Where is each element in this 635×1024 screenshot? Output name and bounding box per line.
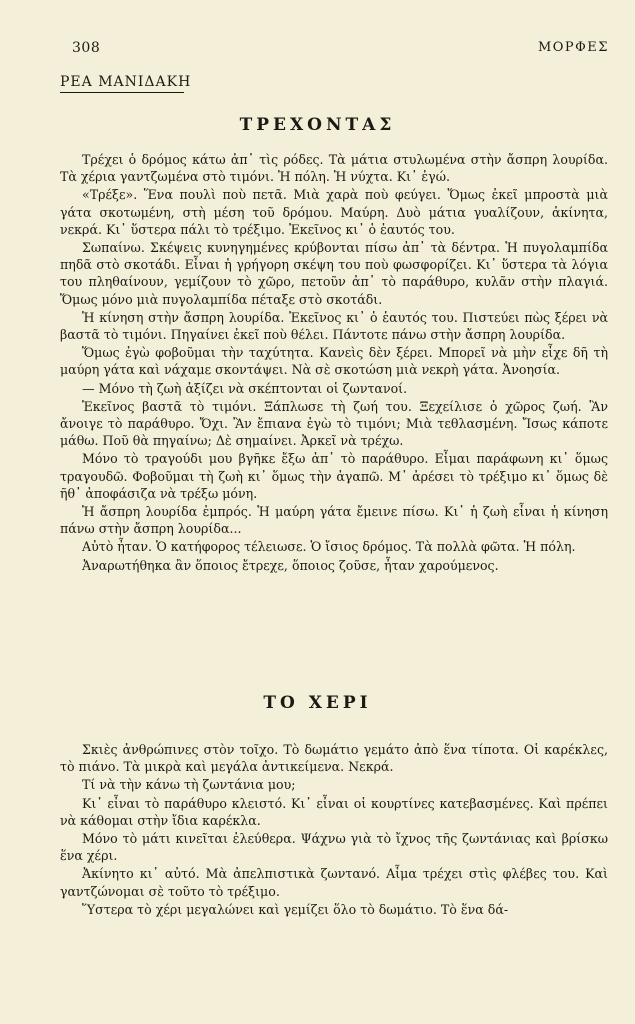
- paragraph: Ὅμως ἐγὼ φοβοῦμαι τὴν ταχύτητα. Κανεὶς δὲν ξέρει. Μπορεῖ νὰ μὴν εἶχε δῆ τὴ μαύρη γάτα καὶ νάχαμε σκοντάψει. Νὰ σὲ σκοτώση μιὰ νεκρὴ γάτα. Ἀνοησία.: [60, 345, 608, 378]
- paragraph: Τί νὰ τὴν κάνω τὴ ζωντάνια μου;: [82, 777, 296, 793]
- poem-title: ΤΟ ΧΕΡΙ: [263, 693, 372, 713]
- paragraph: Κι᾽ εἶναι τὸ παράθυρο κλειστό. Κι᾽ εἶναι οἱ κουρτίνες κατεβασμένες. Καὶ πρέπει νὰ κάθομαι στὴν ἴδια καρέκλα.: [60, 795, 608, 828]
- paragraph: Ἡ ἄσπρη λουρίδα ἐμπρός. Ἡ μαύρη γάτα ἔμεινε πίσω. Κι᾽ ἡ ζωὴ εἶναι ἡ κίνηση πάνω στὴν ἄσπρη λουρίδα...: [60, 504, 608, 537]
- poem-body: [60, 741, 608, 919]
- paragraph: Αὐτὸ ἦταν. Ὁ κατήφορος τέλειωσε. Ὁ ἴσιος δρόμος. Τὰ πολλὰ φῶτα. Ἡ πόλη.: [82, 539, 576, 555]
- page-number: 308: [72, 40, 101, 56]
- paragraph: Ἡ κίνηση στὴν ἄσπρη λουρίδα. Ἐκεῖνος κι᾽ ὁ ἑαυτός του. Πιστεύει πὼς ξέρει νὰ βαστᾶ τὸ τιμόνι. Πηγαίνει ἐκεῖ ποὺ θέλει. Πάντοτε πάνω στὴν ἄσπρη λουρίδα.: [60, 309, 608, 343]
- paragraph: Σωπαίνω. Σκέψεις κυνηγημένες κρύβονται πίσω ἀπ᾽ τὰ δέντρα. Ἡ πυγολαμπίδα πηδᾶ στὸ σκοτάδι. Εἶναι ἡ γρήγορη σκέψη του ποὺ φωσφορίζει. Κι᾽ ὕστερα τὰ λόγια του πληθαίνουν, γεμίζουν τὸ χῶρο, πετοῦν ἀπ᾽ τὸ παράθυρο, κυλᾶν στὴν πλαγιά. Ὅμως μόνο μιὰ πυγολαμπίδα πέταξε στὸ σκοτάδι.: [60, 240, 608, 307]
- paragraph: Ἐκεῖνος βαστᾶ τὸ τιμόνι. Ξάπλωσε τὴ ζωή του. Ξεχείλισε ὁ χῶρος ζωή. Ἂν ἄνοιγε τὸ παράθυρο. Ὄχι. Ἂν ἔπιανα ἐγὼ τὸ τιμόνι; Μιὰ τεθλασμένη. Ἴσως κάποτε μάθω. Ποῦ θὰ πηγαίνω; Δὲ σημαίνει. Ἀρκεῖ νὰ τρέχω.: [60, 398, 608, 449]
- poem-title: ΤΡΕΧΟΝΤΑΣ: [239, 115, 396, 135]
- paragraph: Μόνο τὸ μάτι κινεῖται ἐλεύθερα. Ψάχνω γιὰ τὸ ἴχνος τῆς ζωντάνιας καὶ βρίσκω ἕνα χέρι.: [60, 831, 608, 864]
- paragraph: Σκιὲς ἀνθρώπινες στὸν τοῖχο. Τὸ δωμάτιο γεμάτο ἀπὸ ἕνα τίποτα. Οἱ καρέκλες, τὸ πιάνο. Τὰ μικρὰ καὶ μεγάλα ἀντικείμενα. Νεκρά.: [60, 742, 608, 775]
- running-header: ΜΟΡΦΕΣ: [537, 40, 609, 55]
- author-name: ΡΕΑ ΜΑΝΙΔΑΚΗ: [60, 74, 192, 90]
- paragraph: — Μόνο τὴ ζωὴ ἀξίζει νὰ σκέπτονται οἱ ζωντανοί.: [82, 380, 408, 396]
- paragraph: Ἀκίνητο κι᾽ αὐτό. Μὰ ἀπελπιστικὰ ζωντανό. Αἷμα τρέχει στὶς φλέβες του. Καὶ γαντζώνομαι σὲ τοῦτο τὸ τρέξιμο.: [60, 866, 608, 899]
- paragraph: Μόνο τὸ τραγούδι μου βγῆκε ἔξω ἀπ᾽ τὸ παράθυρο. Εἶμαι παράφωνη κι᾽ ὅμως τραγουδῶ. Φοβοῦμαι τὴ ζωὴ κι᾽ ὅμως τὴν ἀγαπῶ. Μ᾽ ἀρέσει τὸ τρέξιμο κι᾽ ὅμως δὲ ῆθ᾽ ἀποφάσιζα νὰ τρέξω μόνη.: [60, 451, 608, 501]
- paragraph: Ὕστερα τὸ χέρι μεγαλώνει καὶ γεμίζει ὅλο τὸ δωμάτιο. Τὸ ἕνα δά-: [82, 901, 509, 917]
- paragraph: «Τρέξε». Ἕνα πουλὶ ποὺ πετᾶ. Μιὰ χαρὰ ποὺ φεύγει. Ὅμως ἐκεῖ μπροστὰ μιὰ γάτα σκοτωμένη, στὴ μέση τοῦ δρόμου. Μαύρη. Δυὸ μάτια γυαλίζουν, ἀκίνητα, νεκρά. Κι᾽ ὕστερα πάλι τὸ τρέξιμο. Ἐκεῖνος κι᾽ ὁ ἑαυτός του.: [60, 187, 608, 237]
- author-underline: [60, 92, 184, 93]
- poem-body: [60, 151, 608, 575]
- paragraph: Ἀναρωτήθηκα ἂν ὅποιος ἔτρεχε, ὅποιος ζοῦσε, ἦταν χαρούμενος.: [82, 557, 499, 573]
- paragraph: Τρέχει ὁ δρόμος κάτω ἀπ᾽ τὶς ρόδες. Τὰ μάτια στυλωμένα στὴν ἄσπρη λουρίδα. Τὰ χέρια γαντζωμένα στὸ τιμόνι. Ἡ πόλη. Ἡ νύχτα. Κι᾽ ἐγώ.: [60, 152, 608, 185]
